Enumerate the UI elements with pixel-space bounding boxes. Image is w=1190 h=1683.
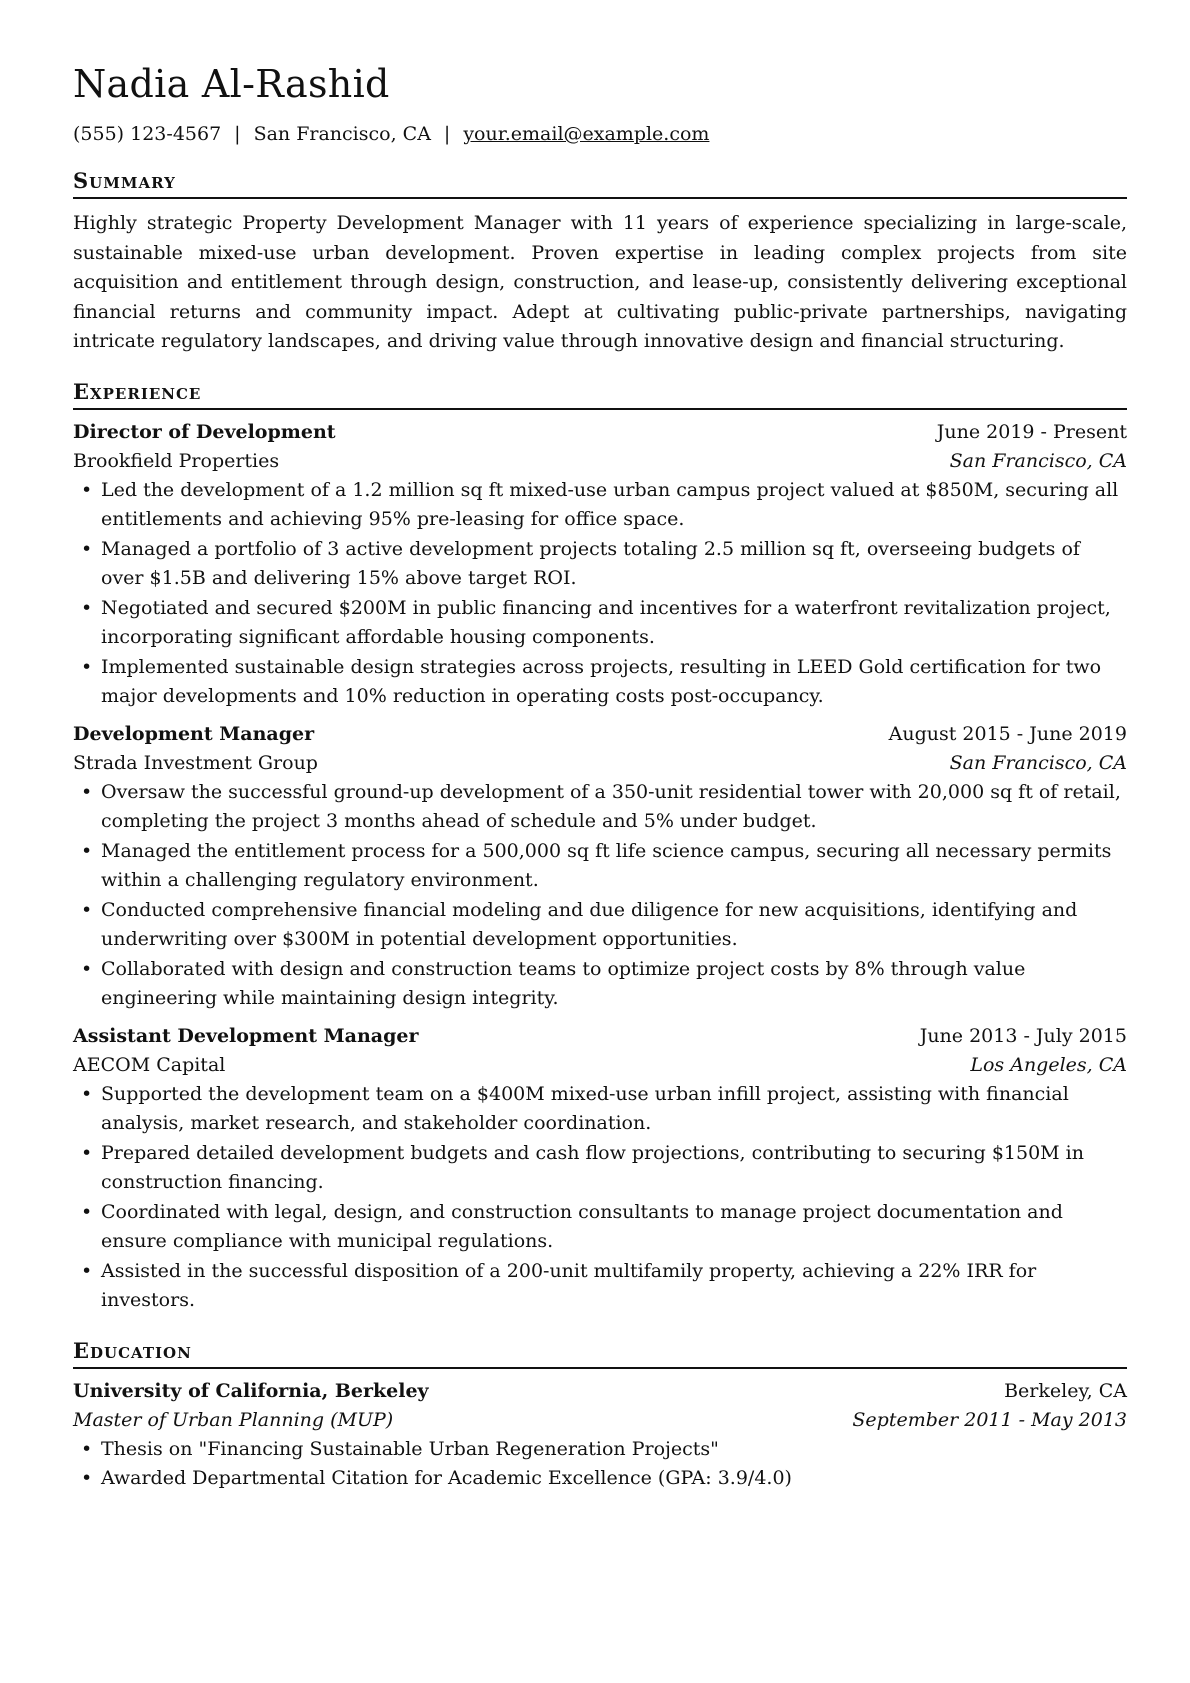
job-entry (73, 720, 1127, 1014)
job-header (73, 720, 1127, 749)
experience-section (73, 379, 1127, 1316)
bullet-item: • Oversaw the successful ground-up development of a 350-unit residential tower with 20,000 sq ft of retail, completing the project 3 months ahead of schedule and 5% under budget. (73, 778, 1127, 837)
bullet-item: • Assisted in the successful disposition of a 200-unit multifamily property, achieving a 22% IRR for investors. (73, 1257, 1127, 1316)
bullet-item: • Led the development of a 1.2 million sq ft mixed-use urban campus project valued at $850M, securing all entitlements and achieving 95% pre-leasing for office space. (73, 476, 1127, 535)
company-name: AECOM Capital (73, 1053, 226, 1076)
job-bullets (73, 1080, 1127, 1316)
job-location: San Francisco, CA (949, 751, 1127, 774)
job-subheader (73, 749, 1127, 778)
bullet-item: • Collaborated with design and construction teams to optimize project costs by 8% through value engineering while maintaining design integrity. (73, 955, 1127, 1014)
resume-page (73, 60, 1127, 1494)
job-bullets (73, 476, 1127, 712)
contact-location: San Francisco, CA (253, 123, 431, 145)
section-heading-experience: Experience (73, 379, 1127, 410)
phone-number: (555) 123-4567 (73, 123, 222, 145)
job-dates: June 2019 - Present (936, 420, 1127, 443)
education-header (73, 1377, 1127, 1406)
bullet-item: • Implemented sustainable design strategies across projects, resulting in LEED Gold certification for two major developments and 10% reduction in operating costs post-occupancy. (73, 653, 1127, 712)
bullet-item: • Prepared detailed development budgets and cash flow projections, contributing to securing $150M in construction financing. (73, 1139, 1127, 1198)
email-link[interactable]: your.email@example.com (463, 123, 710, 145)
job-location: Los Angeles, CA (970, 1053, 1127, 1076)
section-heading-education: Education (73, 1338, 1127, 1369)
bullet-item: • Conducted comprehensive financial modeling and due diligence for new acquisitions, identifying and underwriting over $300M in potential development opportunities. (73, 896, 1127, 955)
job-header (73, 1022, 1127, 1051)
bullet-item: • Supported the development team on a $400M mixed-use urban infill project, assisting with financial analysis, market research, and stakeholder coordination. (73, 1080, 1127, 1139)
job-header (73, 418, 1127, 447)
job-dates: June 2013 - July 2015 (919, 1024, 1127, 1047)
education-bullets (73, 1435, 1127, 1494)
job-subheader (73, 1051, 1127, 1080)
job-subheader (73, 447, 1127, 476)
section-heading-summary: Summary (73, 168, 1127, 199)
job-entry (73, 1022, 1127, 1316)
job-title: Director of Development (73, 420, 336, 443)
school-name: University of California, Berkeley (73, 1379, 429, 1402)
education-section (73, 1338, 1127, 1494)
education-entry (73, 1377, 1127, 1494)
degree-name: Master of Urban Planning (MUP) (73, 1408, 394, 1431)
summary-text: Highly strategic Property Development Manager with 11 years of experience specializing in large-scale, sustainable mixed-use urban development. Proven expertise in leading complex projects from site acquisition and entitlement through design, construction, and lease-up, consistently delivering exceptional financial returns and community impact. Adept at cultivating public-private partnerships, navigating intricate regulatory landscapes, and driving value through innovative design and financial structuring. (73, 212, 1127, 352)
job-bullets (73, 778, 1127, 1014)
company-name: Brookfield Properties (73, 449, 280, 472)
job-location: San Francisco, CA (949, 449, 1127, 472)
bullet-item: • Coordinated with legal, design, and construction consultants to manage project documentation and ensure compliance with municipal regulations. (73, 1198, 1127, 1257)
bullet-item: • Awarded Departmental Citation for Academic Excellence (GPA: 3.9/4.0) (73, 1464, 1127, 1494)
bullet-item: • Thesis on "Financing Sustainable Urban Regeneration Projects" (73, 1435, 1127, 1465)
bullet-item: • Managed a portfolio of 3 active development projects totaling 2.5 million sq ft, overseeing budgets of over $1.5B and delivering 15% above target ROI. (73, 535, 1127, 594)
bullet-item: • Managed the entitlement process for a 500,000 sq ft life science campus, securing all necessary permits within a challenging regulatory environment. (73, 837, 1127, 896)
contact-separator: | (443, 123, 451, 145)
school-location: Berkeley, CA (1004, 1379, 1127, 1402)
company-name: Strada Investment Group (73, 751, 318, 774)
contact-line (73, 122, 1127, 146)
bullet-item: • Negotiated and secured $200M in public financing and incentives for a waterfront revitalization project, incorporating significant affordable housing components. (73, 594, 1127, 653)
job-entry (73, 418, 1127, 712)
job-title: Assistant Development Manager (73, 1024, 419, 1047)
education-dates: September 2011 - May 2013 (852, 1408, 1127, 1431)
summary-section (73, 168, 1127, 357)
contact-separator: | (234, 123, 241, 145)
education-subheader (73, 1406, 1127, 1435)
candidate-name: Nadia Al-Rashid (73, 62, 390, 106)
job-dates: August 2015 - June 2019 (888, 722, 1127, 745)
job-title: Development Manager (73, 722, 315, 745)
